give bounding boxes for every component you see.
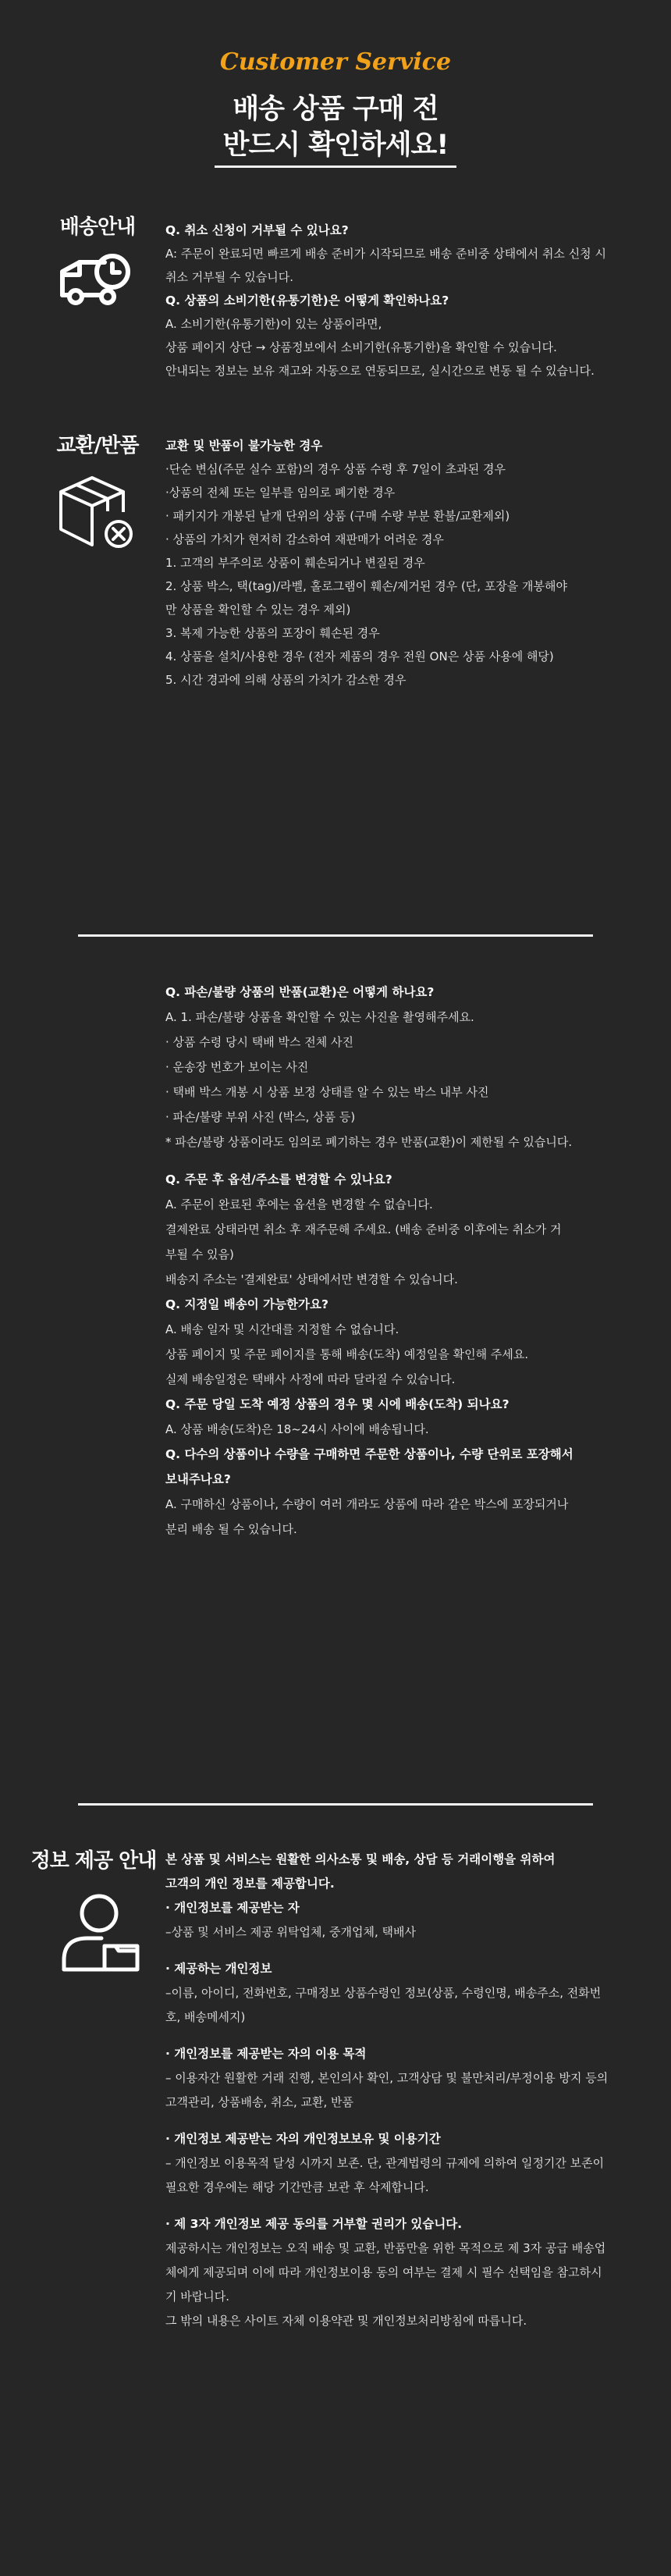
answer-line: 4. 상품을 설치/사용한 경우 (전자 제품의 경우 전원 ON은 상품 사용에 해당)	[165, 649, 554, 664]
answer-line: –상품 및 서비스 제공 위탁업체, 중개업체, 택배사	[165, 1925, 416, 1939]
user-document-icon	[56, 1885, 150, 1979]
delivery-truck-icon	[56, 248, 134, 311]
question-line: · 제공하는 개인정보	[165, 1962, 272, 1976]
answer-line: 3. 복제 가능한 상품의 포장이 훼손된 경우	[165, 626, 380, 640]
answer-line: 부될 수 있음)	[165, 1247, 234, 1261]
answer-line: ·상품의 전체 또는 일부를 임의로 폐기한 경우	[165, 486, 396, 500]
answer-line: A. 소비기한(유통기한)이 있는 상품이라면,	[165, 317, 382, 331]
answer-line: 만 상품을 확인할 수 있는 경우 제외)	[165, 603, 351, 617]
returns-section-label: 교환/반품	[56, 434, 139, 457]
question-line: Q. 주문 당일 도착 예정 상품의 경우 몇 시에 배송(도착) 되나요?	[165, 1397, 509, 1411]
answer-line: 고객관리, 상품배송, 취소, 교환, 반품	[165, 2095, 354, 2109]
answer-line: 1. 고객의 부주의로 상품이 훼손되거나 변질된 경우	[165, 556, 425, 570]
question-line: Q. 지정일 배송이 가능한가요?	[165, 1297, 328, 1311]
spacer	[165, 2200, 608, 2212]
answer-line: · 파손/불량 부위 사진 (박스, 상품 등)	[165, 1110, 356, 1124]
privacy-section-label: 정보 제공 안내	[30, 1849, 157, 1873]
answer-line: A: 주문이 완료되면 빠르게 배송 준비가 시작되므로 배송 준비중 상태에서 취소 신청 시	[165, 247, 606, 261]
answer-line: 체에게 제공되며 이에 따라 개인정보이용 동의 여부는 결제 시 필수 선택임을 참고하시	[165, 2265, 602, 2279]
spacer	[165, 2030, 608, 2042]
question-line: · 개인정보를 제공받는 자의 이용 목적	[165, 2047, 367, 2061]
answer-line: A. 구매하신 상품이나, 수량이 여러 개라도 상품에 따라 같은 박스에 포장되거나	[165, 1497, 569, 1511]
question-line: · 개인정보 제공받는 자의 개인정보보유 및 이용기간	[165, 2132, 441, 2146]
answer-line: – 개인정보 이용목적 달성 시까지 보존. 단, 관계법령의 규제에 의하여 일정기간 보존이	[165, 2156, 605, 2170]
spacer	[165, 2115, 608, 2127]
answer-line: 2. 상품 박스, 택(tag)/라벨, 홀로그램이 훼손/제거된 경우 (단, 포장을 개봉해야	[165, 579, 568, 593]
answer-line: 호, 배송메세지)	[165, 2010, 246, 2024]
answer-line: 5. 시간 경과에 의해 상품의 가치가 감소한 경우	[165, 673, 407, 687]
shipping-text-block	[165, 219, 606, 382]
headline-line-1: 배송 상품 구매 전	[233, 94, 438, 125]
returns-text-block	[165, 434, 567, 692]
answer-line: 필요한 경우에는 해당 기간만큼 보관 후 삭제합니다.	[165, 2180, 429, 2194]
answer-line: · 운송장 번호가 보이는 사진	[165, 1060, 309, 1074]
customer-service-title: Customer Service	[219, 48, 452, 76]
answer-line: – 이용자간 원활한 거래 진행, 본인의사 확인, 고객상담 및 불만처리/부정이용 방지 등의	[165, 2071, 609, 2085]
answer-line: A. 주문이 완료된 후에는 옵션을 변경할 수 없습니다.	[165, 1197, 433, 1212]
section-divider-2	[78, 1803, 593, 1806]
section-divider-1	[78, 934, 593, 937]
answer-line: 배송지 주소는 '결제완료' 상태에서만 변경할 수 있습니다.	[165, 1272, 458, 1286]
question-line: · 개인정보를 제공받는 자	[165, 1901, 300, 1915]
answer-line: A. 상품 배송(도착)은 18~24시 사이에 배송됩니다.	[165, 1422, 429, 1436]
answer-line: A. 배송 일자 및 시간대를 지정할 수 없습니다.	[165, 1322, 399, 1336]
answer-line: 상품 페이지 상단 → 상품정보에서 소비기한(유통기한)을 확인할 수 있습니다.	[165, 340, 557, 354]
answer-line: 상품 페이지 및 주문 페이지를 통해 배송(도착) 예정일을 확인해 주세요.	[165, 1347, 529, 1361]
answer-line: A. 1. 파손/불량 상품을 확인할 수 있는 사진을 촬영해주세요.	[165, 1010, 474, 1024]
question-line: Q. 파손/불량 상품의 반품(교환)은 어떻게 하나요?	[165, 985, 435, 999]
answer-line: · 택배 박스 개봉 시 상품 보정 상태를 알 수 있는 박스 내부 사진	[165, 1085, 489, 1099]
question-line: 보내주나요?	[165, 1472, 231, 1486]
question-line: Q. 주문 후 옵션/주소를 변경할 수 있나요?	[165, 1172, 392, 1187]
answer-line: 결제완료 상태라면 취소 후 재주문해 주세요. (배송 준비중 이후에는 취소가 거	[165, 1222, 562, 1236]
question-line: 교환 및 반품이 불가능한 경우	[165, 439, 323, 453]
answer-line: * 파손/불량 상품이라도 임의로 폐기하는 경우 반품(교환)이 제한될 수 있습니다.	[165, 1135, 573, 1149]
question-line: · 제 3자 개인정보 제공 동의를 거부할 권리가 있습니다.	[165, 2217, 463, 2231]
question-line: Q. 상품의 소비기한(유통기한)은 어떻게 확인하나요?	[165, 294, 449, 308]
answer-line: –이름, 아이디, 전화번호, 구매정보 상품수령인 정보(상품, 수령인명, 배송주소, 전화번	[165, 1986, 602, 2000]
question-line: 본 상품 및 서비스는 원활한 의사소통 및 배송, 상담 등 거래이행을 위하여	[165, 1852, 556, 1866]
faq-text-block	[165, 980, 573, 1542]
answer-line: 분리 배송 될 수 있습니다.	[165, 1522, 297, 1536]
answer-line: · 패키지가 개봉된 낱개 단위의 상품 (구매 수량 부분 환불/교환제외)	[165, 509, 510, 523]
question-line: Q. 다수의 상품이나 수량을 구매하면 주문한 상품이나, 수량 단위로 포장해서	[165, 1447, 573, 1461]
box-cancel-icon	[53, 468, 139, 554]
answer-line: ·단순 변심(주문 실수 포함)의 경우 상품 수령 후 7일이 초과된 경우	[165, 462, 506, 476]
question-line: 고객의 개인 정보를 제공합니다.	[165, 1877, 335, 1891]
answer-line: 제공하시는 개인정보는 오직 배송 및 교환, 반품만을 위한 목적으로 제 3자 공급 배송업	[165, 2241, 606, 2255]
privacy-text-block	[165, 1848, 608, 2333]
question-line: Q. 취소 신청이 거부될 수 있나요?	[165, 223, 349, 237]
answer-line: 취소 거부될 수 있습니다.	[165, 270, 293, 284]
answer-line: 그 밖의 내용은 사이트 자체 이용약관 및 개인정보처리방침에 따릅니다.	[165, 2314, 527, 2328]
header-underline	[215, 165, 456, 168]
answer-line: 실제 배송일정은 택배사 사정에 따라 달라질 수 있습니다.	[165, 1372, 456, 1386]
headline-line-2: 반드시 확인하세요!	[222, 130, 449, 161]
spacer	[165, 1944, 608, 1957]
answer-line: 안내되는 정보는 보유 재고와 자동으로 연동되므로, 실시간으로 변동 될 수 있습니다.	[165, 364, 595, 378]
answer-line: · 상품의 가치가 현저히 감소하여 재판매가 어려운 경우	[165, 532, 444, 546]
answer-line: · 상품 수령 당시 택배 박스 전체 사진	[165, 1035, 354, 1049]
spacer	[165, 1155, 573, 1167]
shipping-section-label: 배송안내	[59, 215, 136, 239]
answer-line: 기 바랍니다.	[165, 2290, 229, 2304]
